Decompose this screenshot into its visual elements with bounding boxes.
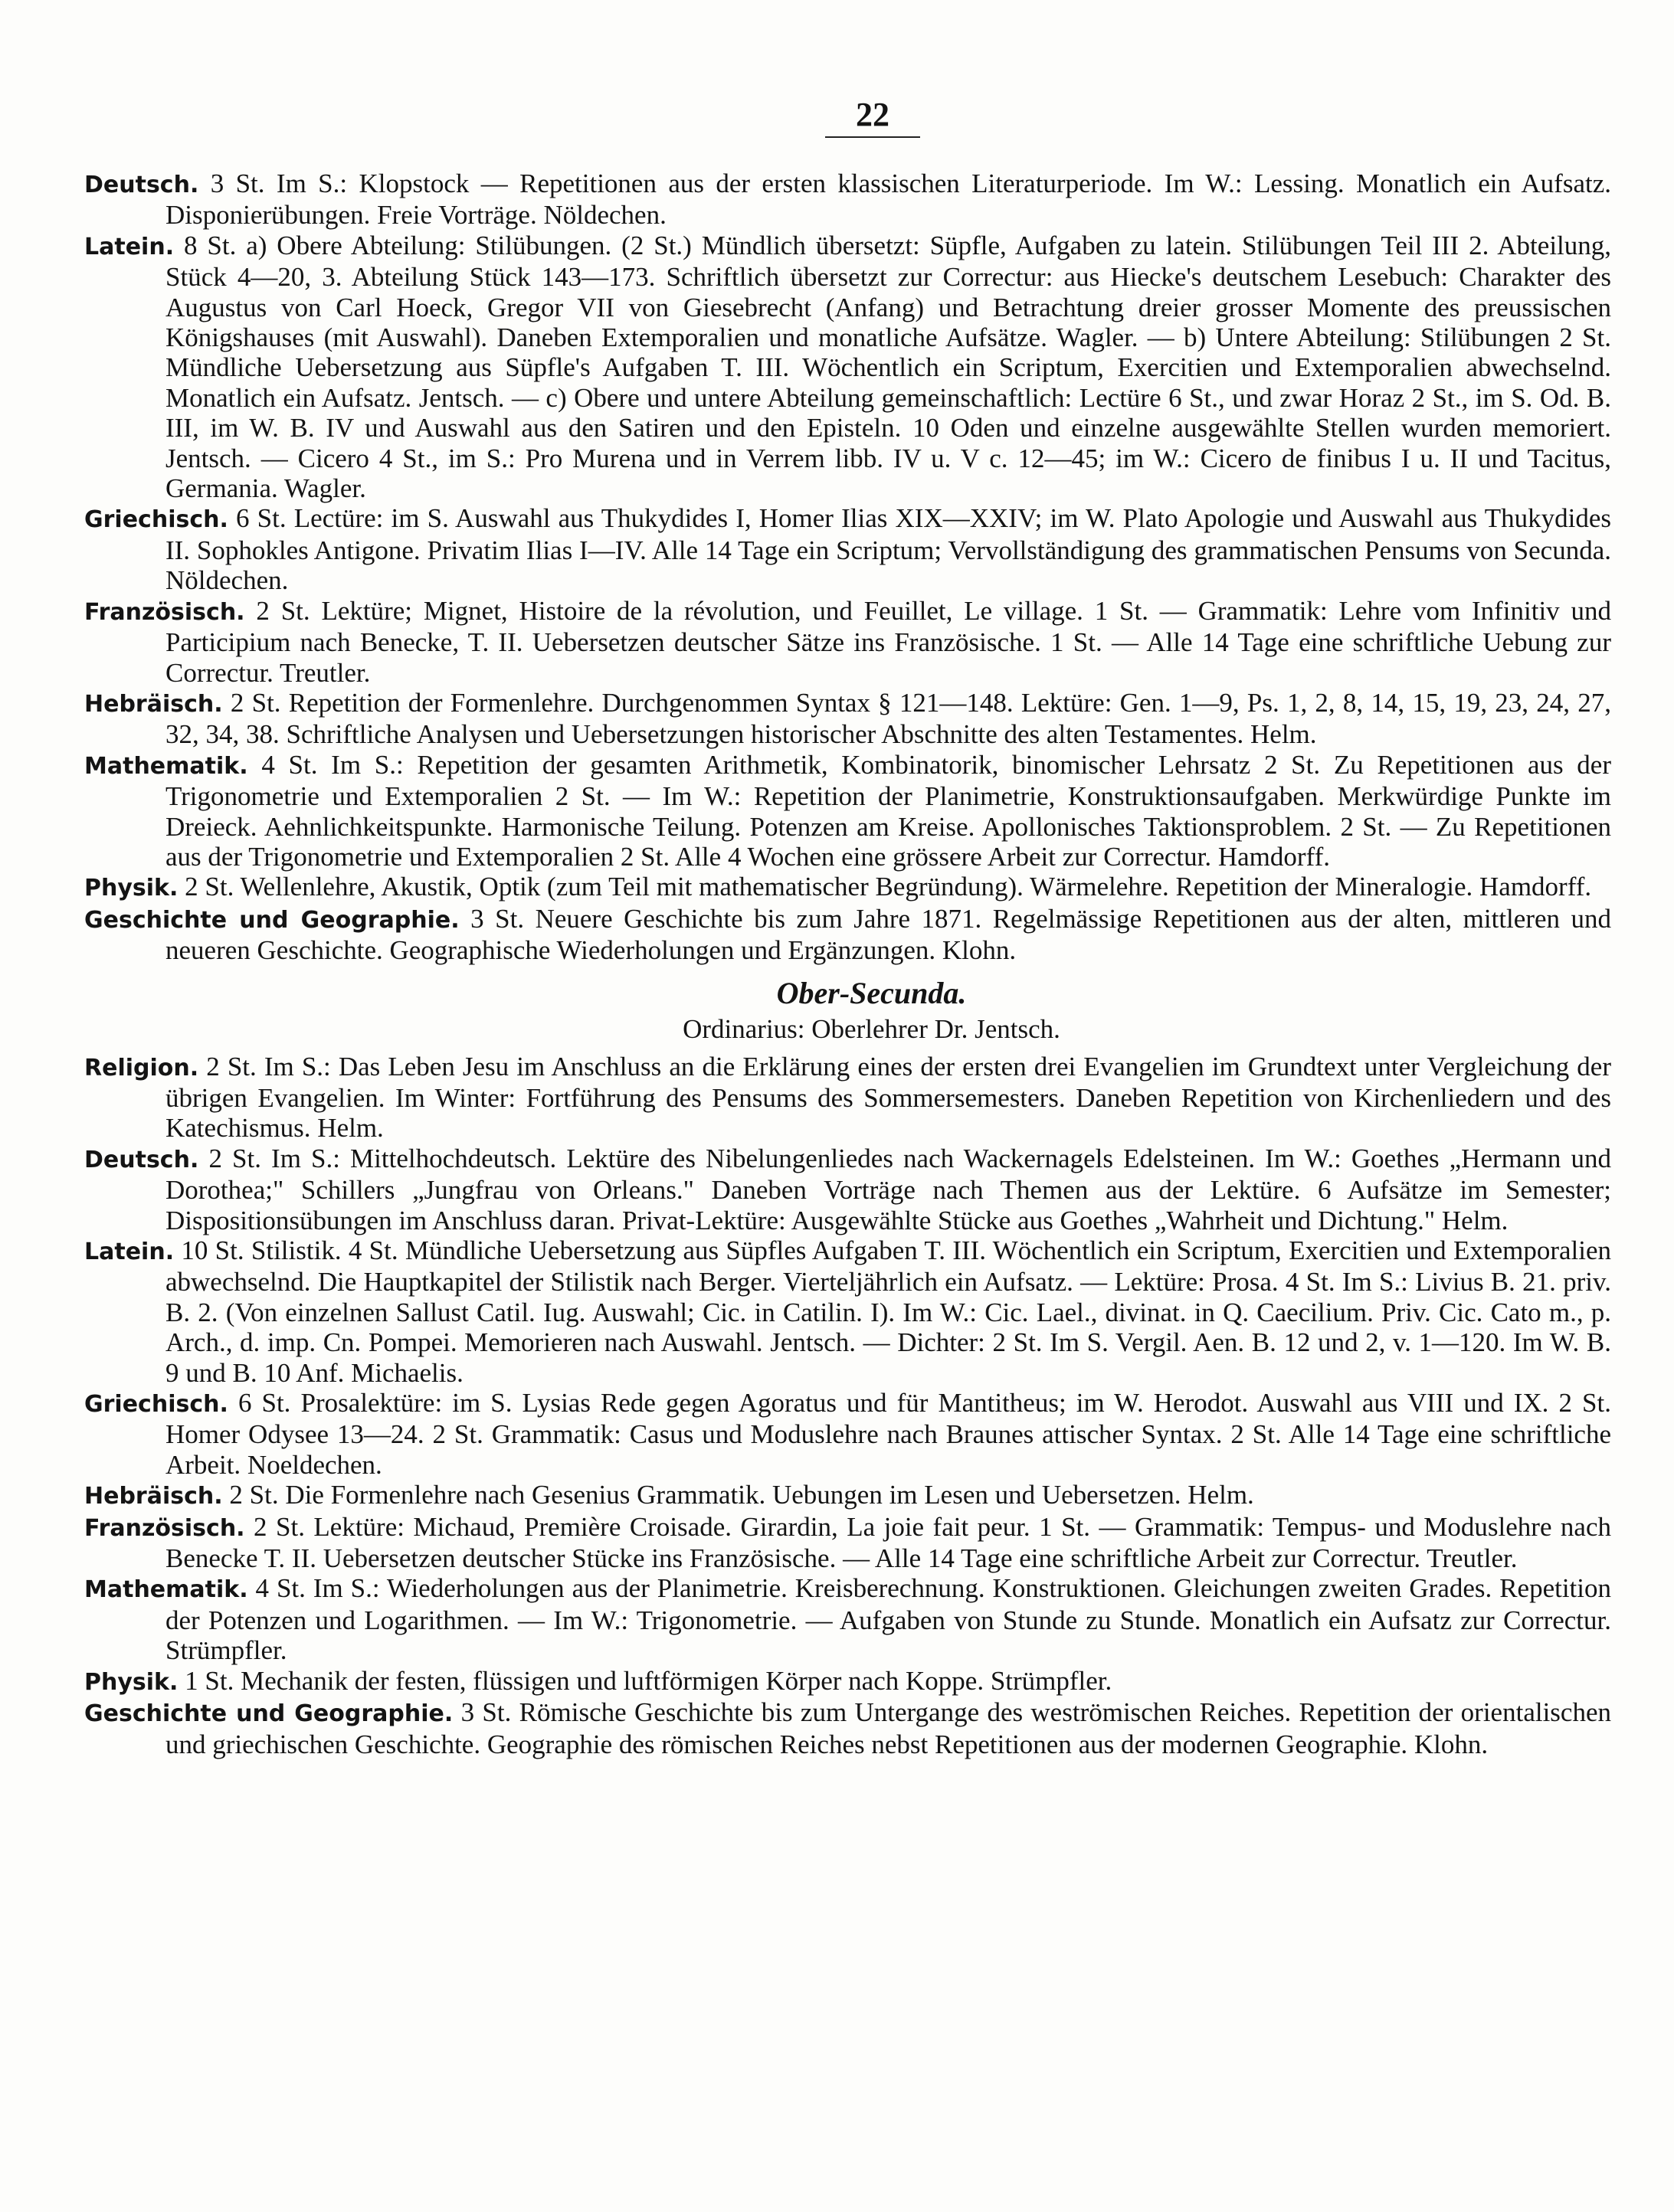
section-heading: Ober-Secunda. [776,975,967,1010]
subject-label: Griechisch. [84,506,228,534]
entry-text: 10 St. Stilistik. 4 St. Mündliche Uebersetzung aus Süpfles Aufgaben T. III. Wöchentlich ein Scriptum, Exercitien und Extemporalien abwechselnd. Die Hauptkapitel der Stilistik nach Berger. Vierteljährlich ein Aufsatz. — Lektüre: Prosa. 4 St. Im S.: Livius B. 21. priv. B. 2. (Von einzelnen Sallust Catil. Iug. Auswahl; Cic. in Catilin. I). Im W.: Cic. Lael., divinat. in Q. Caecilium. Priv. Cic. Cato m., p. Arch., d. imp. Cn. Pompei. Memorieren nach Auswahl. Jentsch. — Dichter: 2 St. Im S. Vergil. Aen. B. 12 und 2, v. 1—120. Im W. B. 9 und B. 10 Anf. Michaelis. [165,1235,1612,1388]
page-number: 22 [134,98,1611,138]
entry-text: 2 St. Lektüre; Mignet, Histoire de la révolution, und Feuillet, Le village. 1 St. — Grammatik: Lehre vom Infinitiv und Participium nach Benecke, T. II. Uebersetzen deutscher Sätze ins Französische. 1 St. — Alle 14 Tage eine schriftliche Uebung zur Correctur. Treutler. [165,595,1611,688]
subject-label: Mathematik. [84,1576,248,1604]
entry-text: 2 St. Wellenlehre, Akustik, Optik (zum Teil mit mathematischer Begründung). Wärmelehre. Repetition der Mineralogie. Hamdorff. [185,872,1592,902]
entry-deutsch [84,169,1611,231]
entry-franzoesisch [84,596,1611,688]
entry-griechisch [84,1388,1611,1480]
entry-deutsch [84,1144,1611,1235]
subject-label: Deutsch. [84,172,199,198]
entry-text: 3 St. Neuere Geschichte bis zum Jahre 1871. Regelmässige Repetitionen aus der alten, mittleren und neueren Geschichte. Geographische Wiederholungen und Ergänzungen. Klohn. [165,903,1612,966]
entry-text: 4 St. Im S.: Repetition der gesamten Arithmetik, Kombinatorik, binomischer Lehrsatz 2 St. Zu Repetitionen aus der Trigonometrie und Extemporalien 2 St. — Im W.: Repetition der Planimetrie, Konstruktionsaufgaben. Merkwürdige Punkte im Dreieck. Aehnlichkeitspunkte. Harmonische Teilung. Potenzen am Kreise. Apollonisches Taktionsproblem. 2 St. — Zu Repetitionen aus der Trigonometrie und Extemporalien 2 St. Alle 4 Wochen eine grössere Arbeit zur Correctur. Hamdorff. [165,749,1611,872]
entry-text: 6 St. Prosalektüre: im S. Lysias Rede gegen Agoratus und für Mantitheus; im W. Herodot. Auswahl aus VIII und IX. 2 St. Homer Odysee 13—24. 2 St. Grammatik: Casus und Moduslehre nach Braunes attischer Syntax. 2 St. Alle 14 Tage eine schriftliche Arbeit. Noeldechen. [165,1388,1611,1480]
entry-text: 3 St. Im S.: Klopstock — Repetitionen aus der ersten klassischen Literaturperiode. Im W.: Lessing. Monatlich ein Aufsatz. Disponierübungen. Freie Vorträge. Nöldechen. [165,169,1611,231]
entry-physik [84,872,1611,903]
entry-text: 1 St. Mechanik der festen, flüssigen und luftförmigen Körper nach Koppe. Strümpfler. [185,1665,1112,1696]
curriculum-section-prima [84,169,1611,966]
entry-text: 2 St. Lektüre: Michaud, Première Croisade. Girardin, La joie fait peur. 1 St. — Grammatik: Tempus- und Moduslehre nach Benecke T. II. Uebersetzen deutscher Stücke ins Französische. — Alle 14 Tage eine schriftliche Arbeit zur Correctur. Treutler. [165,1511,1612,1574]
entry-latein [84,1235,1611,1388]
entry-text: 2 St. Im S.: Das Leben Jesu im Anschluss an die Erklärung eines der ersten drei Evangelien im Grundtext unter Vergleichung der übrigen Evangelien. Im Winter: Fortführung des Pensums des Sommersemesters. Daneben Repetition von Kirchenliedern und des Katechismus. Helm. [165,1051,1611,1144]
subject-label: Französisch. [84,598,245,626]
entry-religion [84,1052,1611,1144]
entry-text: 2 St. Repetition der Formenlehre. Durchgenommen Syntax § 121—148. Lektüre: Gen. 1—9, Ps. 1, 2, 8, 14, 15, 19, 23, 24, 27, 32, 34, 38. Schriftliche Analysen und Uebersetzungen historischer Abschnitte des alten Testamentes. Helm. [165,687,1611,750]
subject-label: Griechisch. [84,1391,228,1418]
subject-label: Physik. [84,875,179,902]
subject-label: Latein. [84,233,175,260]
subject-label: Physik. [84,1668,179,1696]
subject-label: Religion. [84,1054,199,1081]
entry-mathematik [84,1573,1611,1665]
entry-geschichte [84,1697,1611,1759]
entry-latein [84,231,1611,504]
ordinarius-line: Ordinarius: Oberlehrer Dr. Jentsch. [683,1013,1060,1044]
subject-label: Mathematik. [84,752,248,780]
subject-label: Geschichte und Geographie. [84,906,460,934]
curriculum-section-ober-secunda [84,1052,1611,1759]
entry-text: 4 St. Im S.: Wiederholungen aus der Planimetrie. Kreisberechnung. Konstruktionen. Gleichungen zweiten Grades. Repetition der Potenzen und Logarithmen. — Im W.: Trigonometrie. — Aufgaben von Stunde zu Stunde. Monatlich ein Aufsatz zur Correctur. Strümpfler. [165,1573,1612,1666]
entry-hebraeisch [84,1480,1611,1511]
entry-text: 2 St. Die Formenlehre nach Gesenius Grammatik. Uebungen im Lesen und Uebersetzen. Helm. [229,1480,1254,1510]
subject-label: Latein. [84,1239,175,1265]
entry-franzoesisch [84,1512,1611,1574]
entry-physik [84,1666,1611,1697]
entry-text: 8 St. a) Obere Abteilung: Stilübungen. (2 St.) Mündlich übersetzt: Süpfle, Aufgaben zu latein. Stilübungen Teil III 2. Abteilung, Stück 4—20, 3. Abteilung Stück 143—173. Schriftlich übersetzt zur Correctur: aus Hiecke's deutschem Lesebuch: Charakter des Augustus von Carl Hoeck, Gregor VII von Giesebrecht (Anfang) und Betrachtung dreier grosser Momente des preussischen Königshauses (mit Auswahl). Daneben Extemporalien und monatliche Aufsätze. Wagler. — b) Untere Abteilung: Stilübungen 2 St. Mündliche Uebersetzung aus Süpfle's Aufgaben T. III. Wöchentlich ein Scriptum, Exercitien und Extemporalien abwechselnd. Monatlich ein Aufsatz. Jentsch. — c) Obere und untere Abteilung gemeinschaftlich: Lectüre 6 St., und zwar Horaz 2 St., im S. Od. B. III, im W. B. IV und Auswahl aus den Satiren und den Episteln. 10 Oden und einzelne ausgewählte Stellen wurden memoriert. Jentsch. — Cicero 4 St., im S.: Pro Murena und in Verrem libb. IV u. V c. 12—45; im W.: Cicero de finibus I u. II und Tacitus, Germania. Wagler. [165,230,1612,504]
subject-label: Hebräisch. [84,690,223,718]
subject-label: Hebräisch. [84,1483,223,1510]
entry-mathematik [84,750,1611,872]
entry-text: 6 St. Lectüre: im S. Auswahl aus Thukydides I, Homer Ilias XIX—XXIV; im W. Plato Apologie und Auswahl aus Thukydides II. Sophokles Antigone. Privatim Ilias I—IV. Alle 14 Tage ein Scriptum; Vervollständigung des grammatischen Pensums von Secunda. Nöldechen. [165,503,1611,596]
subject-label: Französisch. [84,1514,245,1542]
entry-text: 3 St. Römische Geschichte bis zum Untergange des weströmischen Reiches. Repetition der orientalischen und griechischen Geschichte. Geographie des römischen Reiches nebst Repetitionen aus der modernen Geographie. Klohn. [165,1697,1611,1759]
entry-geschichte [84,904,1611,966]
entry-hebraeisch [84,688,1611,750]
subject-label: Geschichte und Geographie. [84,1700,454,1728]
subject-label: Deutsch. [84,1146,199,1173]
entry-text: 2 St. Im S.: Mittelhochdeutsch. Lektüre des Nibelungenliedes nach Wackernagels Edelsteinen. Im W.: Goethes „Hermann und Dorothea;" Schillers „Jungfrau von Orleans." Daneben Vorträge nach Themen aus der Lektüre. 6 Aufsätze im Semester; Dispositionsübungen im Anschluss daran. Privat-Lektüre: Ausgewählte Stücke aus Goethes „Wahrheit und Dichtung." Helm. [165,1143,1611,1235]
entry-griechisch [84,503,1611,595]
